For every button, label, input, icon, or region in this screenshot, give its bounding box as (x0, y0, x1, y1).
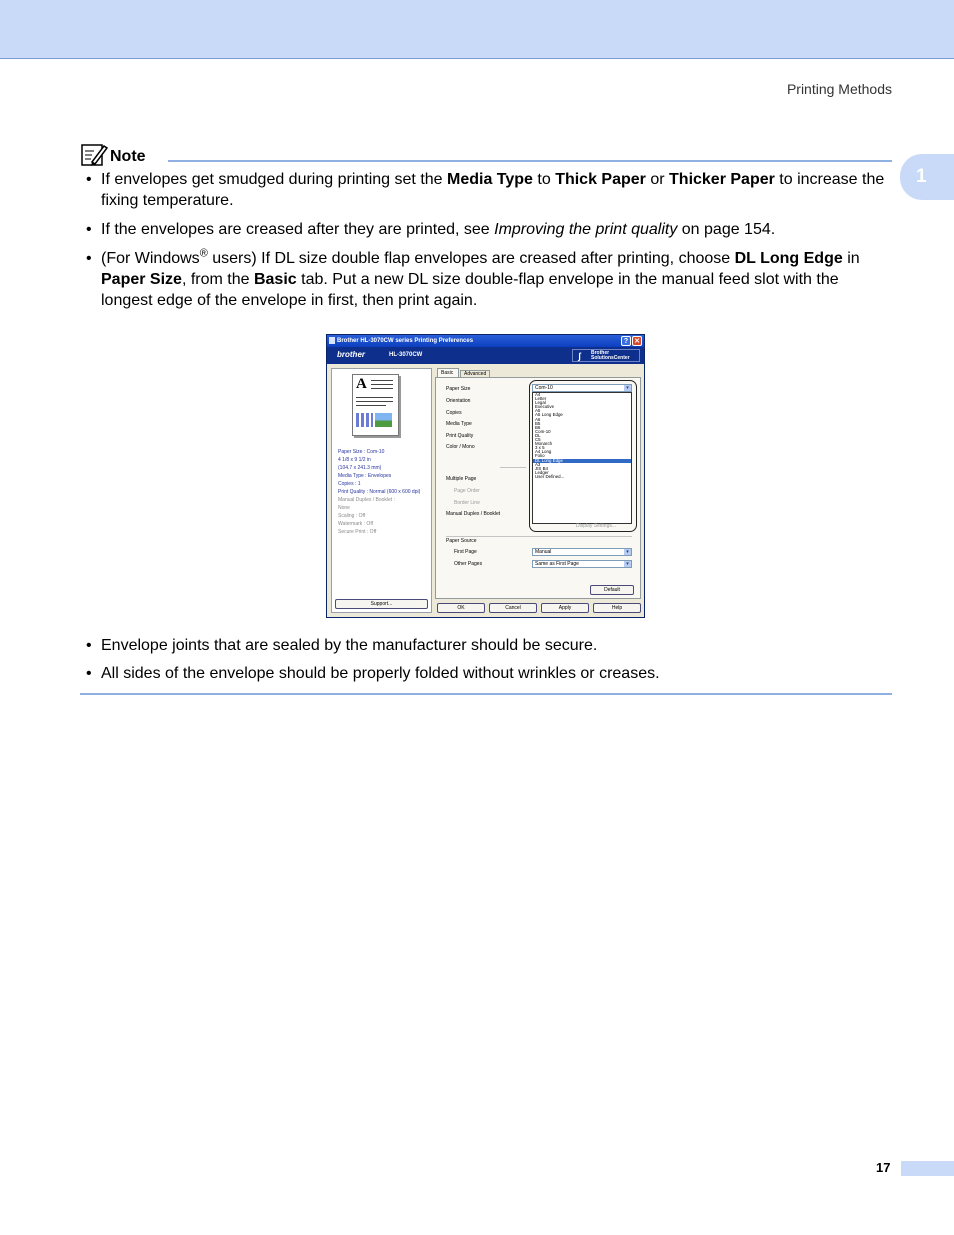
dropdown-option[interactable]: User Defined... (535, 473, 565, 479)
note-bullet: • All sides of the envelope should be properly folded without wrinkles or creases. (86, 663, 894, 684)
other-pages-value: Same as First Page (535, 561, 579, 567)
note-bullet-list (86, 169, 894, 311)
other-pages-label: Other Pages (454, 561, 483, 567)
text: , from the (181, 271, 254, 288)
dropdown-option[interactable]: 3 x 5 (535, 445, 545, 451)
help-button[interactable]: Help (593, 603, 641, 613)
section-divider (446, 536, 632, 537)
summary-line: Print Quality : Normal (600 x 600 dpi) (338, 489, 421, 495)
text: (For Windows (101, 250, 200, 267)
dialog-title: Brother HL-3070CW series Printing Preferences (337, 338, 474, 344)
page-preview (352, 374, 399, 436)
preview-text-line (356, 401, 393, 402)
footer-tab (901, 1161, 954, 1176)
chapter-tab (900, 154, 954, 200)
text: on page 154. (677, 221, 776, 238)
cross-reference-link[interactable]: Improving the print quality (494, 221, 678, 238)
display-settings-button[interactable]: Display Settings... (576, 523, 617, 529)
paper-size-value: Com-10 (535, 385, 553, 391)
bold-term: Media Type (447, 171, 533, 188)
text: If the envelopes are creased after they are printed, see (101, 221, 495, 238)
section-divider (500, 467, 526, 468)
ok-button[interactable]: OK (437, 603, 485, 613)
dropdown-option[interactable]: B6 (535, 424, 541, 430)
dropdown-option[interactable]: Com-10 (535, 428, 551, 434)
dropdown-option[interactable]: DL (535, 432, 541, 438)
dropdown-option[interactable]: Monarch (535, 441, 553, 447)
text: to increase the fixing temperature. (101, 171, 885, 209)
bold-term: Thicker Paper (669, 171, 775, 188)
help-title-button[interactable]: ? (621, 336, 631, 346)
note-bullet (86, 169, 894, 211)
chevron-down-icon[interactable]: ▾ (624, 549, 631, 555)
color-mono-label: Color / Mono (446, 444, 475, 450)
note-header (80, 142, 892, 168)
print-quality-label: Print Quality (446, 433, 474, 439)
text: tab. Put a new DL size double-flap envelope in the manual feed slot with the longest edge of the envelope in first, then print again. (101, 271, 839, 309)
dropdown-option[interactable]: Letter (535, 396, 547, 402)
tab-basic[interactable]: Basic (437, 368, 459, 377)
summary-line: Watermark : Off (338, 521, 374, 527)
preview-letter-a-icon: A (356, 376, 367, 392)
copies-label: Copies (446, 410, 462, 416)
printing-preferences-dialog-screenshot (326, 334, 645, 618)
solutions-center-label: SolutionsCenter (591, 355, 630, 361)
dropdown-option[interactable]: JIS B4 (535, 465, 548, 471)
text: or (645, 171, 670, 188)
note-title: Note (110, 148, 146, 165)
preview-photo-icon (375, 413, 392, 427)
dropdown-option[interactable]: A3 (535, 461, 541, 467)
preview-chart-icon (356, 413, 373, 427)
note-bullet (86, 219, 894, 240)
paper-source-label: Paper Source (446, 538, 477, 544)
dropdown-option[interactable]: Ledger (535, 469, 549, 475)
dropdown-option[interactable]: A4 Long (535, 449, 552, 455)
preview-text-line (356, 397, 393, 398)
border-line-label: Border Line (454, 500, 480, 506)
dropdown-option[interactable]: A5 (535, 408, 541, 414)
bold-term: Thick Paper (555, 171, 646, 188)
multiple-page-label: Multiple Page (446, 476, 477, 482)
text: to (532, 171, 556, 188)
dropdown-option-selected[interactable]: DL Long Edge (533, 459, 631, 463)
summary-line: (104.7 x 241.3 mm) (338, 465, 382, 471)
dialog-banner (327, 347, 644, 364)
summary-line: None (338, 505, 350, 511)
bold-term: DL Long Edge (734, 250, 843, 267)
preview-pane (331, 368, 432, 613)
apply-button[interactable]: Apply (541, 603, 589, 613)
registered-mark: ® (199, 247, 208, 260)
basic-tab-panel (435, 377, 641, 599)
page-number: 17 (876, 1160, 891, 1175)
dropdown-option[interactable]: A4 (535, 392, 541, 397)
support-button[interactable]: Support... (335, 599, 428, 609)
preview-text-line (356, 405, 386, 406)
solutions-center-label: Brother (591, 350, 610, 356)
summary-line: Paper Size : Com-10 (338, 449, 385, 455)
dropdown-option[interactable]: A6 (535, 416, 541, 422)
media-type-label: Media Type (446, 421, 472, 427)
tab-advanced[interactable]: Advanced (460, 370, 490, 377)
paper-size-label: Paper Size (446, 386, 471, 392)
text: in (842, 250, 860, 267)
bold-term: Basic (253, 271, 297, 288)
bold-term: Paper Size (101, 271, 182, 288)
default-button[interactable]: Default (590, 585, 634, 595)
preview-text-line (371, 388, 393, 389)
note-bullet-list-continued (86, 635, 894, 691)
summary-line: Media Type : Envelopes (338, 473, 392, 479)
text: If envelopes get smudged during printing set the (101, 171, 447, 188)
note-divider (168, 160, 892, 162)
page-order-label: Page Order (454, 488, 480, 494)
orientation-label: Orientation (446, 398, 471, 404)
preview-text-line (371, 384, 393, 385)
settings-summary (338, 448, 420, 536)
dropdown-option[interactable]: B5 (535, 420, 541, 426)
dropdown-option[interactable]: Folio (535, 453, 545, 459)
first-page-label: First Page (454, 549, 477, 555)
solutions-center-button[interactable] (572, 349, 640, 362)
first-page-select[interactable] (532, 548, 632, 556)
text: users) If DL size double flap envelopes are creased after printing, choose (207, 250, 735, 267)
summary-line: 4 1/8 x 9 1/2 in (338, 457, 371, 463)
manual-duplex-label: Manual Duplex / Booklet (446, 511, 501, 517)
summary-line: Scaling : Off (338, 513, 366, 519)
running-header: Printing Methods (786, 81, 892, 97)
note-bullet (86, 248, 894, 311)
dialog-titlebar (327, 335, 644, 347)
close-title-button[interactable]: ✕ (632, 336, 642, 346)
first-page-value: Manual (535, 549, 552, 555)
other-pages-select[interactable] (532, 560, 632, 568)
note-end-divider (80, 693, 892, 695)
chevron-down-icon[interactable]: ▾ (624, 385, 631, 391)
dropdown-option[interactable]: Executive (535, 404, 555, 410)
dropdown-option[interactable]: C5 (535, 437, 541, 443)
top-header-band (0, 0, 954, 59)
preview-text-line (371, 380, 393, 381)
highlight-oval (529, 380, 637, 532)
chevron-down-icon[interactable]: ▾ (624, 561, 631, 567)
chapter-number: 1 (916, 166, 927, 187)
printer-icon (329, 337, 335, 344)
summary-line: Manual Duplex / Booklet : (338, 497, 395, 503)
dropdown-option[interactable]: Legal (535, 400, 546, 406)
solutions-center-icon: ʃ (578, 351, 581, 361)
summary-line: Copies : 1 (338, 481, 361, 487)
model-name: HL-3070CW (389, 352, 423, 358)
summary-line: Secure Print : Off (338, 529, 377, 535)
note-bullet: • Envelope joints that are sealed by the manufacturer should be secure. (86, 635, 894, 656)
dropdown-option[interactable]: A5 Long Edge (535, 412, 563, 418)
brand-logo: brother (337, 350, 365, 359)
note-pencil-icon (80, 142, 108, 168)
cancel-button[interactable]: Cancel (489, 603, 537, 613)
